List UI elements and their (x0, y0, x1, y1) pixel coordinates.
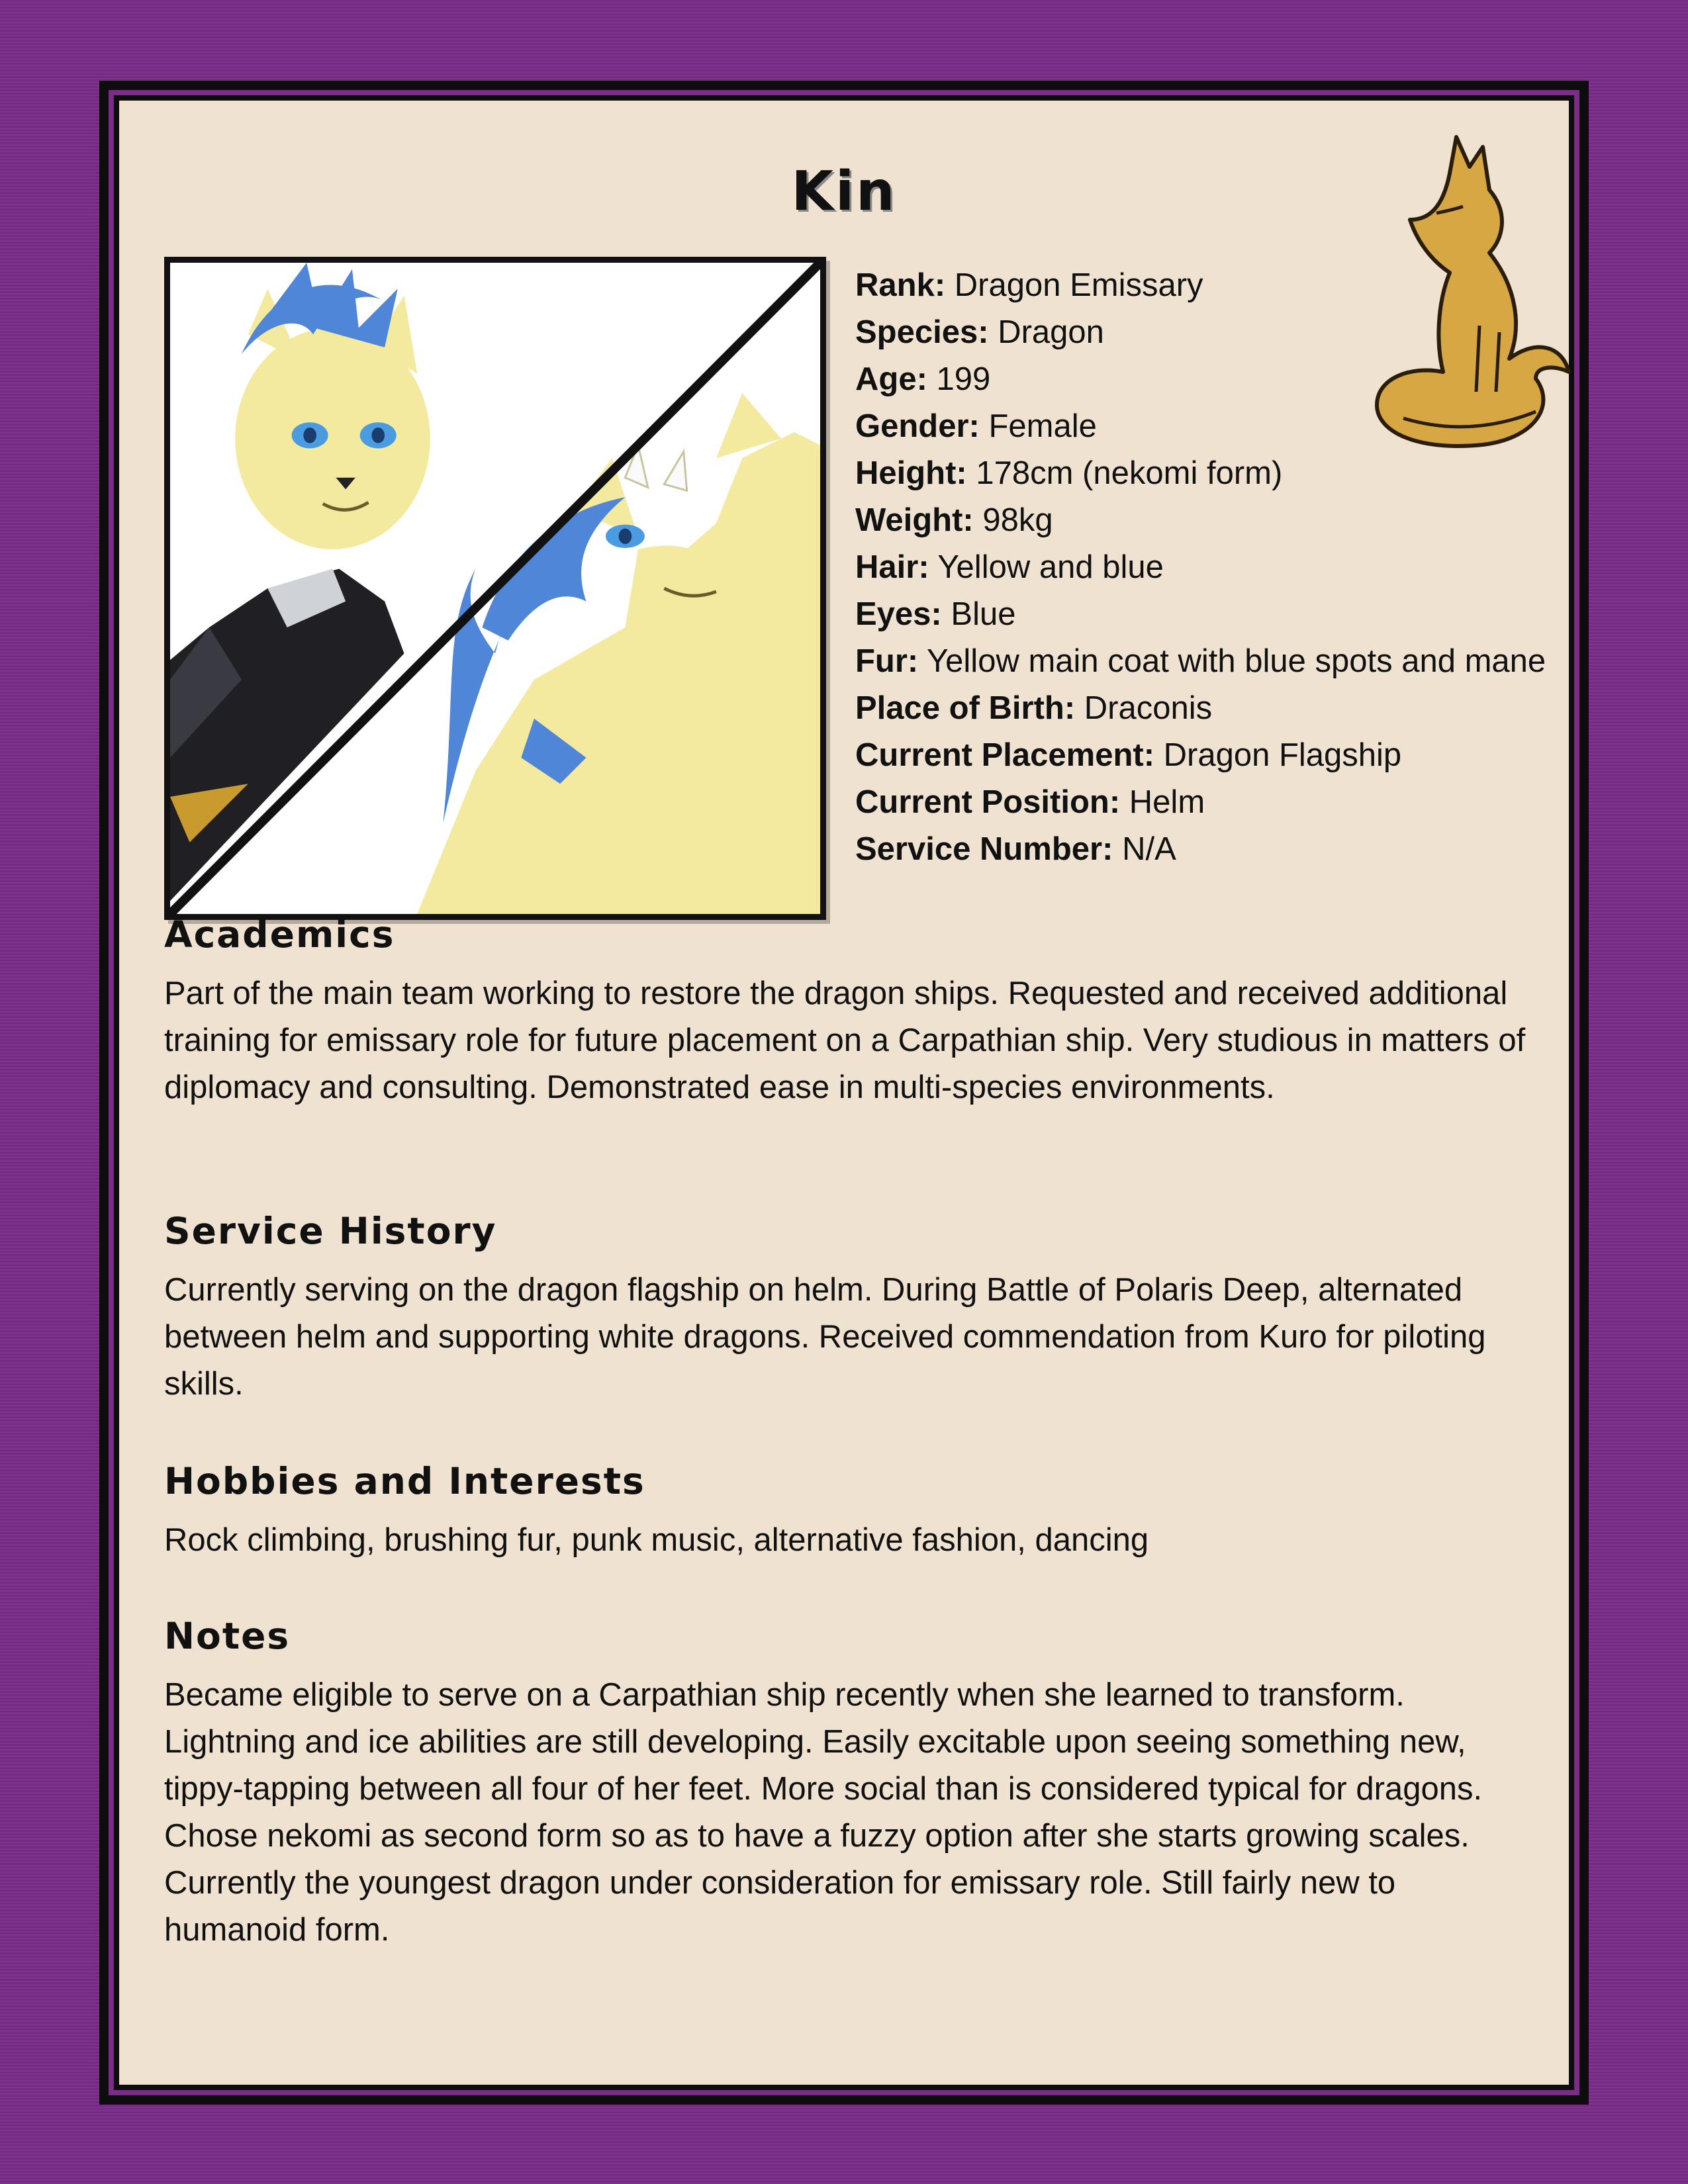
stat-label: Species: (855, 314, 989, 350)
border-inner-ring (109, 90, 1579, 2095)
academics-heading: Academics (164, 913, 395, 956)
stat-value: Blue (951, 596, 1016, 632)
service-history-section (164, 1210, 1528, 1408)
stat-row (855, 450, 1557, 497)
stat-value: Dragon Emissary (954, 267, 1203, 303)
stat-value: 98kg (982, 502, 1053, 538)
stat-value: Dragon Flagship (1163, 737, 1402, 773)
stat-label: Weight: (855, 502, 974, 538)
academics-body: Part of the main team working to restore the dragon ships. Requested and received additional training for emissary role for future placement on a Carpathian ship. Very studious in matters of diplomacy and consulting. Demonstrated ease in multi-species environments. (164, 976, 1526, 1105)
notes-section (164, 1615, 1528, 1954)
stat-value: N/A (1122, 831, 1176, 867)
notes-body: Became eligible to serve on a Carpathian ship recently when she learned to transform. Lightning and ice abilities are still developing. Easily excitable upon seeing something new, tippy-tapping between all four of her feet. More social than is considered typical for dragons. Chose nekomi as second form so as to have a fuzzy option after she starts growing scales. Currently the youngest dragon under consideration for emissary role. Still fairly new to humanoid form. (164, 1677, 1483, 1948)
stat-row (855, 591, 1557, 638)
portrait-illustration (170, 263, 820, 914)
stat-row (855, 779, 1557, 826)
stat-value: Yellow main coat with blue spots and mane (926, 643, 1546, 679)
stat-label: Eyes: (855, 596, 942, 632)
page-border (99, 81, 1589, 2105)
stat-label: Hair: (855, 549, 929, 585)
stat-value: 178cm (nekomi form) (976, 455, 1283, 491)
hobbies-body: Rock climbing, brushing fur, punk music, alternative fashion, dancing (164, 1522, 1149, 1558)
stat-label: Current Position: (855, 784, 1121, 820)
stat-row (855, 356, 1557, 403)
stat-value: Dragon (998, 314, 1104, 350)
stat-row (855, 544, 1557, 591)
stat-label: Fur: (855, 643, 919, 679)
stat-value: Draconis (1084, 690, 1213, 726)
border-inner-line (114, 95, 1574, 2090)
stat-row (855, 638, 1557, 685)
stat-value: Yellow and blue (937, 549, 1164, 585)
stat-label: Place of Birth: (855, 690, 1076, 726)
stat-value: Female (988, 408, 1097, 444)
stat-label: Service Number: (855, 831, 1113, 867)
stat-row (855, 826, 1557, 873)
profile-panel (119, 101, 1569, 2085)
service-history-heading: Service History (164, 1210, 497, 1252)
character-name: Kin (791, 160, 897, 223)
stat-label: Rank: (855, 267, 946, 303)
character-stats (855, 262, 1557, 873)
stat-row (855, 309, 1557, 356)
stat-label: Height: (855, 455, 967, 491)
stat-row (855, 685, 1557, 732)
notes-heading: Notes (164, 1615, 291, 1657)
stat-value: Helm (1129, 784, 1205, 820)
stat-row (855, 732, 1557, 779)
stat-label: Age: (855, 361, 927, 397)
hobbies-heading: Hobbies and Interests (164, 1460, 645, 1502)
stat-row (855, 497, 1557, 544)
stat-row (855, 262, 1557, 309)
stat-value: 199 (936, 361, 991, 397)
character-portrait (164, 257, 826, 920)
stat-label: Gender: (855, 408, 980, 444)
academics-section (164, 913, 1528, 1111)
hobbies-section (164, 1460, 1528, 1564)
service-history-body: Currently serving on the dragon flagship on helm. During Battle of Polaris Deep, alternated between helm and supporting white dragons. Received commendation from Kuro for piloting skills. (164, 1272, 1486, 1402)
stat-label: Current Placement: (855, 737, 1155, 773)
stat-row (855, 403, 1557, 450)
